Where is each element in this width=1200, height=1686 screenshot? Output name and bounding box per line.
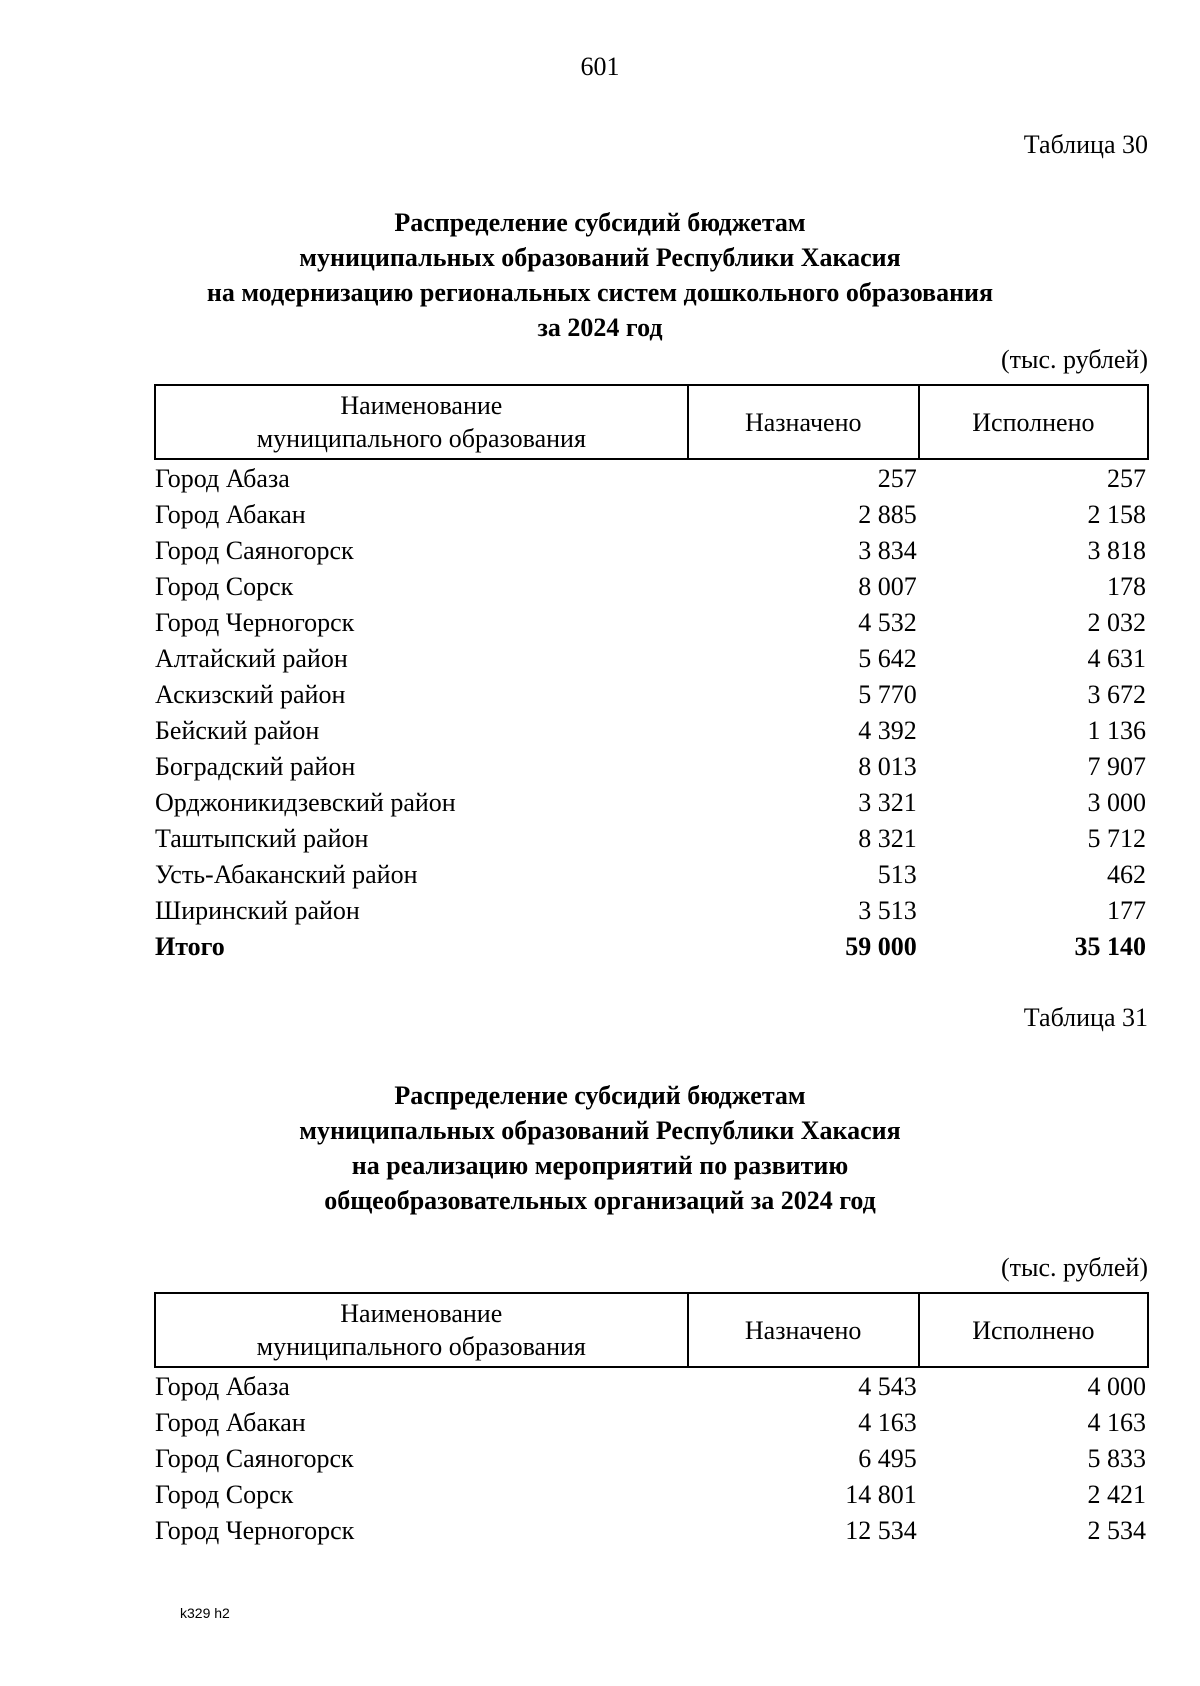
row-assigned-cell: 8 013 bbox=[858, 752, 917, 781]
row-executed-cell: 3 000 bbox=[1087, 788, 1146, 817]
table-30-title-line: муниципальных образований Республики Хакасия bbox=[299, 243, 901, 272]
table-header-row bbox=[155, 385, 1148, 459]
table-row bbox=[155, 604, 1148, 640]
table-row bbox=[155, 784, 1148, 820]
table-row bbox=[155, 856, 1148, 892]
table-31-title-line: Распределение субсидий бюджетам bbox=[394, 1081, 806, 1110]
page-number: 601 bbox=[580, 52, 620, 81]
column-header-assigned: Назначено bbox=[688, 385, 919, 459]
row-executed-cell: 4 163 bbox=[1087, 1408, 1146, 1437]
table-30-title bbox=[0, 205, 1200, 345]
row-executed-cell: 2 158 bbox=[1087, 500, 1146, 529]
footer-code: k329 h2 bbox=[180, 1605, 230, 1621]
column-header-assigned: Назначено bbox=[688, 1293, 919, 1367]
column-header-executed: Исполнено bbox=[919, 385, 1148, 459]
row-executed-cell: 2 534 bbox=[1087, 1516, 1146, 1545]
table-row bbox=[155, 892, 1148, 928]
row-executed-cell: 2 032 bbox=[1087, 608, 1146, 637]
table-31-caption: Таблица 31 bbox=[1023, 1003, 1148, 1032]
row-executed-cell: 5 712 bbox=[1087, 824, 1146, 853]
table-row bbox=[155, 532, 1148, 568]
row-executed-cell: 7 907 bbox=[1087, 752, 1146, 781]
row-executed-cell: 462 bbox=[1107, 860, 1146, 889]
table-row bbox=[155, 496, 1148, 532]
row-executed-cell: 178 bbox=[1107, 572, 1146, 601]
table-31-title-line: муниципальных образований Республики Хакасия bbox=[299, 1116, 901, 1145]
row-name-cell: Город Сорск bbox=[155, 572, 294, 601]
row-executed-cell: 5 833 bbox=[1087, 1444, 1146, 1473]
table-row bbox=[155, 1404, 1148, 1440]
row-executed-cell: 4 631 bbox=[1087, 644, 1146, 673]
table-row bbox=[155, 640, 1148, 676]
table-row bbox=[155, 568, 1148, 604]
table-row bbox=[155, 1367, 1148, 1404]
header-name-line1: Наименование bbox=[340, 391, 503, 420]
row-name-cell: Аскизский район bbox=[155, 680, 346, 709]
row-assigned-cell: 4 163 bbox=[858, 1408, 917, 1437]
row-assigned-cell: 12 534 bbox=[845, 1516, 917, 1545]
row-name-cell: Бейский район bbox=[155, 716, 320, 745]
table-30-title-line: на модернизацию региональных систем дошкольного образования bbox=[206, 278, 994, 307]
row-executed-cell: 3 818 bbox=[1087, 536, 1146, 565]
table-30 bbox=[154, 384, 1149, 964]
table-row bbox=[155, 820, 1148, 856]
row-assigned-cell: 2 885 bbox=[858, 500, 917, 529]
row-name-cell: Ширинский район bbox=[155, 896, 360, 925]
row-name-cell: Орджоникидзевский район bbox=[155, 788, 456, 817]
header-name-line2: муниципального образования bbox=[256, 1332, 586, 1361]
row-assigned-cell: 513 bbox=[877, 860, 917, 889]
row-executed-cell: 177 bbox=[1107, 896, 1146, 925]
table-30-title-line: за 2024 год bbox=[537, 313, 663, 342]
table-total-row bbox=[155, 928, 1148, 964]
row-assigned-cell: 5 642 bbox=[858, 644, 917, 673]
row-assigned-cell: 3 834 bbox=[858, 536, 917, 565]
table-row bbox=[155, 676, 1148, 712]
row-name-cell: Город Абакан bbox=[155, 1408, 306, 1437]
header-name-line1: Наименование bbox=[340, 1299, 503, 1328]
table-31-title bbox=[0, 1078, 1200, 1218]
row-assigned-cell: 8 007 bbox=[858, 572, 917, 601]
row-name-cell: Город Абаза bbox=[155, 1372, 290, 1401]
table-31 bbox=[154, 1292, 1149, 1548]
row-name-cell: Алтайский район bbox=[155, 644, 348, 673]
table-31-body bbox=[155, 1367, 1148, 1548]
row-executed-cell: 2 421 bbox=[1087, 1480, 1146, 1509]
table-30-title-line: Распределение субсидий бюджетам bbox=[394, 208, 806, 237]
row-assigned-cell: 59 000 bbox=[845, 932, 917, 961]
table-31-units: (тыс. рублей) bbox=[1000, 1253, 1148, 1282]
row-name-cell: Город Сорск bbox=[155, 1480, 294, 1509]
table-row bbox=[155, 1440, 1148, 1476]
row-assigned-cell: 3 321 bbox=[858, 788, 917, 817]
row-name-cell: Боградский район bbox=[155, 752, 356, 781]
row-executed-cell: 35 140 bbox=[1074, 932, 1146, 961]
row-name-cell: Город Саяногорск bbox=[155, 536, 354, 565]
row-name-cell: Город Абакан bbox=[155, 500, 306, 529]
table-row bbox=[155, 459, 1148, 496]
row-assigned-cell: 3 513 bbox=[858, 896, 917, 925]
table-header-row bbox=[155, 1293, 1148, 1367]
header-name-line2: муниципального образования bbox=[256, 424, 586, 453]
row-name-cell: Город Абаза bbox=[155, 464, 290, 493]
table-30-units: (тыс. рублей) bbox=[1000, 345, 1148, 374]
row-assigned-cell: 8 321 bbox=[858, 824, 917, 853]
row-name-cell: Город Черногорск bbox=[155, 1516, 355, 1545]
row-assigned-cell: 6 495 bbox=[858, 1444, 917, 1473]
row-assigned-cell: 5 770 bbox=[858, 680, 917, 709]
row-executed-cell: 1 136 bbox=[1087, 716, 1146, 745]
table-row bbox=[155, 1512, 1148, 1548]
table-row bbox=[155, 748, 1148, 784]
table-31-title-line: общеобразовательных организаций за 2024 год bbox=[324, 1186, 876, 1215]
table-row bbox=[155, 712, 1148, 748]
row-executed-cell: 3 672 bbox=[1087, 680, 1146, 709]
row-assigned-cell: 4 392 bbox=[858, 716, 917, 745]
row-name-cell: Город Саяногорск bbox=[155, 1444, 354, 1473]
row-name-cell: Усть-Абаканский район bbox=[155, 860, 418, 889]
column-header-executed: Исполнено bbox=[919, 1293, 1148, 1367]
row-name-cell: Таштыпский район bbox=[155, 824, 369, 853]
column-header-name bbox=[155, 1293, 688, 1367]
row-assigned-cell: 14 801 bbox=[845, 1480, 917, 1509]
table-31-title-line: на реализацию мероприятий по развитию bbox=[351, 1151, 849, 1180]
table-row bbox=[155, 1476, 1148, 1512]
column-header-name bbox=[155, 385, 688, 459]
row-executed-cell: 257 bbox=[1107, 464, 1146, 493]
row-assigned-cell: 257 bbox=[877, 464, 917, 493]
row-name-cell: Итого bbox=[155, 932, 225, 961]
row-name-cell: Город Черногорск bbox=[155, 608, 355, 637]
row-assigned-cell: 4 532 bbox=[858, 608, 917, 637]
table-30-body bbox=[155, 459, 1148, 964]
table-30-caption: Таблица 30 bbox=[1023, 130, 1148, 159]
row-executed-cell: 4 000 bbox=[1087, 1372, 1146, 1401]
row-assigned-cell: 4 543 bbox=[858, 1372, 917, 1401]
